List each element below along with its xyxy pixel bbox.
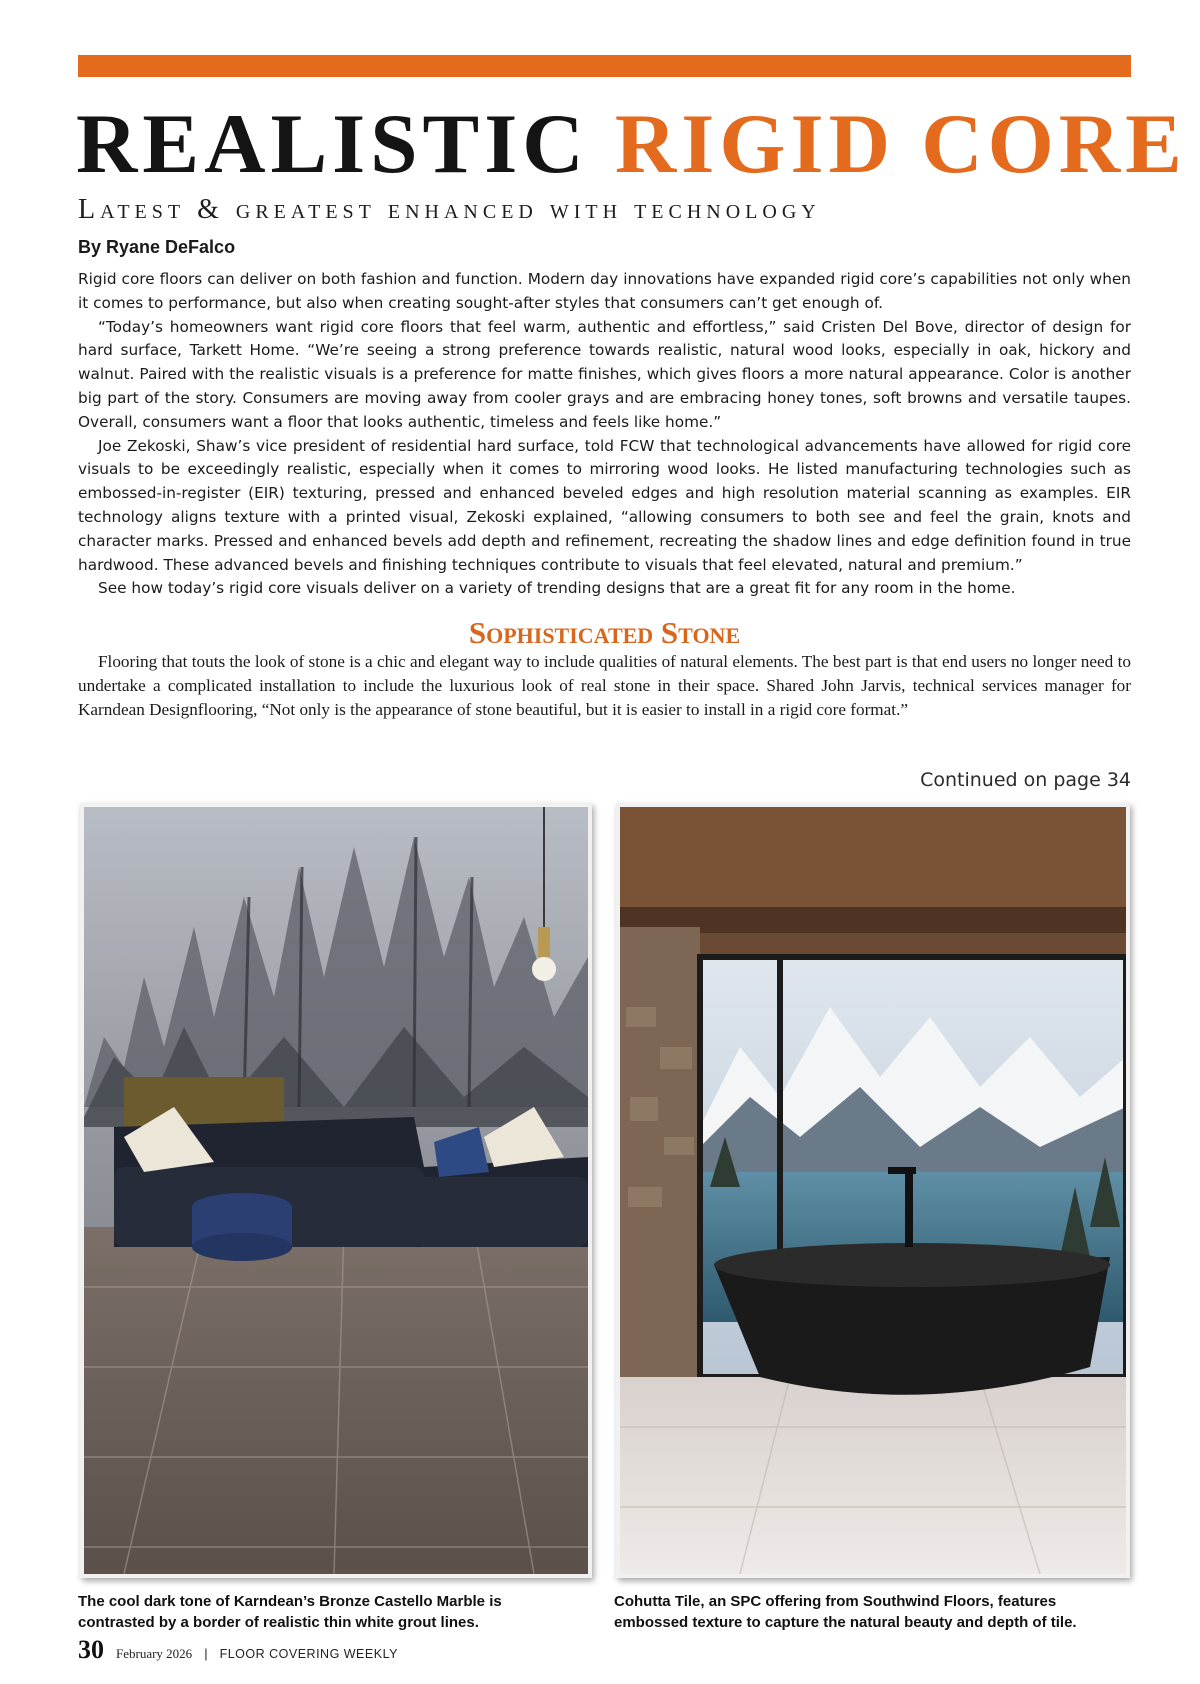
caption-right: Cohutta Tile, an SPC offering from Southwind Floors, features embossed texture to capture the natural beauty and depth of tile. — [614, 1593, 1077, 1631]
paragraph-transition: See how today’s rigid core visuals deliver on a variety of trending designs that are a great fit for any room in the home. — [98, 579, 1016, 598]
caption-left: The cool dark tone of Karndean’s Bronze Castello Marble is contrasted by a border of realistic thin white grout lines. — [78, 1593, 502, 1631]
subheadline-text: Latest & greatest enhanced with technology — [78, 194, 821, 225]
publication-name: FLOOR COVERING WEEKLY — [219, 1647, 398, 1661]
bathroom-illustration — [620, 807, 1126, 1574]
paragraph-quote-tarkett: “Today’s homeowners want rigid core floors that feel warm, authentic and effortless,” said Cristen Del Bove, director of design for hard surface, Tarkett Home. “We’re seeing a strong preference towards realistic, natural wood looks, especially in oak, hickory and walnut. Paired with the realistic visuals is a preference for matte finishes, which gives floors a more natural appearance. Color is another big part of the story. Consumers are moving away from cooler grays and are embracing honey tones, soft browns and versatile taupes. Overall, consumers want a floor that looks authentic, timeless and feels like home.” — [78, 317, 1131, 431]
page-number: 30 — [78, 1635, 104, 1664]
headline — [76, 97, 1187, 191]
continued-link[interactable]: Continued on page 34 — [920, 769, 1131, 791]
accent-bar — [78, 55, 1131, 77]
paragraph-quote-shaw: Joe Zekoski, Shaw’s vice president of residential hard surface, told FCW that technological advancements have allowed for rigid core visuals to be exceedingly realistic, especially when it comes to mirroring wood looks. He listed manufacturing technologies such as embossed-in-register (EIR) texturing, pressed and enhanced beveled edges and high resolution material scanning as examples. EIR technology aligns texture with a printed visual, Zekoski explained, “allowing consumers to both see and feel the grain, knots and character marks. Pressed and enhanced bevels add depth and refinement, recreating the shadow lines and edge definition found in true hardwood. These advanced bevels and finishing techniques contribute to visuals that feel elevated, natural and premium.” — [78, 436, 1131, 574]
footer-divider: | — [204, 1646, 208, 1661]
living-room-illustration — [84, 807, 588, 1574]
issue-date: February 2026 — [116, 1646, 193, 1661]
photo-living-room — [80, 803, 592, 1578]
subheadline — [78, 192, 1138, 228]
headline-accent: RIGID CORE — [614, 97, 1187, 191]
headline-main: REALISTIC — [76, 97, 615, 191]
photo-bathroom — [616, 803, 1130, 1578]
article-body — [78, 268, 1131, 601]
section-paragraph: Flooring that touts the look of stone is a chic and elegant way to include qualities of natural elements. The best part is that end users no longer need to undertake a complicated installation to include the luxurious look of real stone in their space. Shared John Jarvis, technical services manager for Karndean Designflooring, “Not only is the appearance of stone beautiful, but it is easier to install in a rigid core format.” — [78, 652, 1131, 719]
section-heading: Sophisticated Stone — [468, 615, 741, 650]
paragraph-intro: Rigid core floors can deliver on both fashion and function. Modern day innovations have expanded rigid core’s capabilities not only when it comes to performance, but also when creating sought-after styles that consumers can’t get enough of. — [78, 270, 1131, 312]
page-footer — [78, 1633, 398, 1667]
byline: By Ryane DeFalco — [78, 237, 236, 257]
